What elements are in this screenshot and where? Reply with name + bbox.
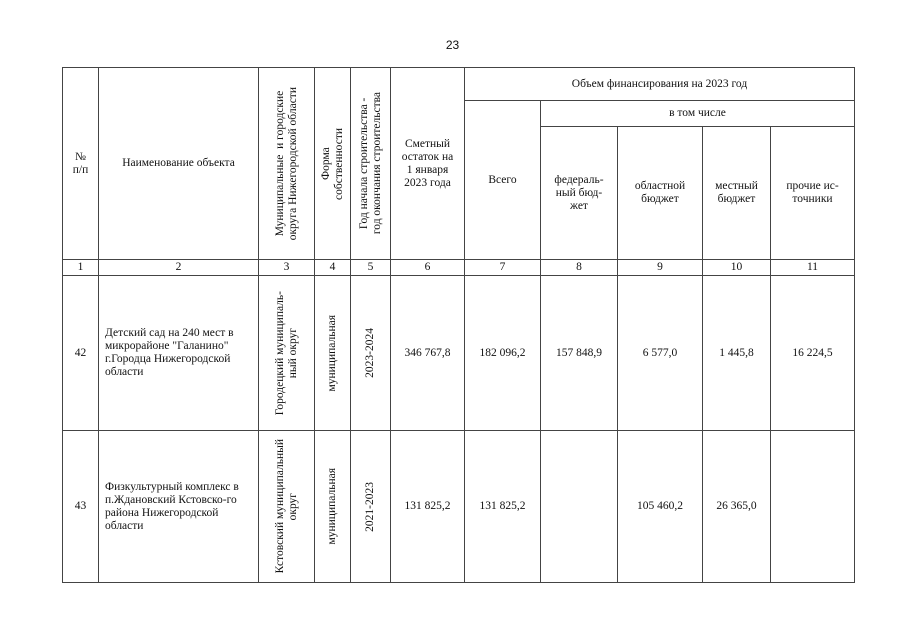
table-row — [63, 431, 855, 583]
row-regional: 105 460,2 — [618, 431, 703, 583]
header-municipality: Муниципальные и городские округа Нижегородской области — [259, 68, 315, 260]
row-years: 2023-2024 — [351, 276, 391, 431]
row-federal — [541, 431, 618, 583]
row-num: 43 — [63, 431, 99, 583]
col-number: 11 — [771, 260, 855, 276]
row-total: 131 825,2 — [465, 431, 541, 583]
header-funding: Объем финансирования на 2023 год — [465, 68, 855, 101]
header-ownership: Форма собственности — [315, 68, 351, 260]
header-including: в том числе — [541, 101, 855, 127]
row-local: 1 445,8 — [703, 276, 771, 431]
col-number: 7 — [465, 260, 541, 276]
row-object-name: Детский сад на 240 мест в микрорайоне "Галанино" г.Городца Нижегородской области — [99, 276, 259, 431]
row-ownership: муниципальная — [315, 431, 351, 583]
header-other: прочие ис- точники — [771, 127, 855, 260]
header-local: местный бюджет — [703, 127, 771, 260]
header-total: Всего — [465, 101, 541, 260]
row-other: 16 224,5 — [771, 276, 855, 431]
col-number: 10 — [703, 260, 771, 276]
header-years: Год начала строительства - год окончания строительства — [351, 68, 391, 260]
row-municipality: Кстовский муниципальный округ — [259, 431, 315, 583]
header-name: Наименование объекта — [99, 68, 259, 260]
col-number: 1 — [63, 260, 99, 276]
header-regional: областной бюджет — [618, 127, 703, 260]
page-number: 23 — [445, 38, 460, 52]
row-years: 2021-2023 — [351, 431, 391, 583]
header-row-1 — [63, 68, 855, 101]
table-row — [63, 276, 855, 431]
col-number: 6 — [391, 260, 465, 276]
column-number-row — [63, 260, 855, 276]
financing-table — [62, 67, 855, 583]
col-number: 9 — [618, 260, 703, 276]
header-num: № п/п — [63, 68, 99, 260]
row-local: 26 365,0 — [703, 431, 771, 583]
row-regional: 6 577,0 — [618, 276, 703, 431]
col-number: 2 — [99, 260, 259, 276]
row-object-name: Физкультурный комплекс в п.Ждановский Кстовско-го района Нижегородской области — [99, 431, 259, 583]
col-number: 5 — [351, 260, 391, 276]
col-number: 8 — [541, 260, 618, 276]
row-estimate: 131 825,2 — [391, 431, 465, 583]
row-federal: 157 848,9 — [541, 276, 618, 431]
row-other — [771, 431, 855, 583]
row-num: 42 — [63, 276, 99, 431]
col-number: 3 — [259, 260, 315, 276]
header-federal: федераль- ный бюд- жет — [541, 127, 618, 260]
row-municipality: Городецкий муниципаль- ный округ — [259, 276, 315, 431]
row-estimate: 346 767,8 — [391, 276, 465, 431]
row-ownership: муниципальная — [315, 276, 351, 431]
header-estimate: Сметный остаток на 1 января 2023 года — [391, 68, 465, 260]
row-total: 182 096,2 — [465, 276, 541, 431]
col-number: 4 — [315, 260, 351, 276]
